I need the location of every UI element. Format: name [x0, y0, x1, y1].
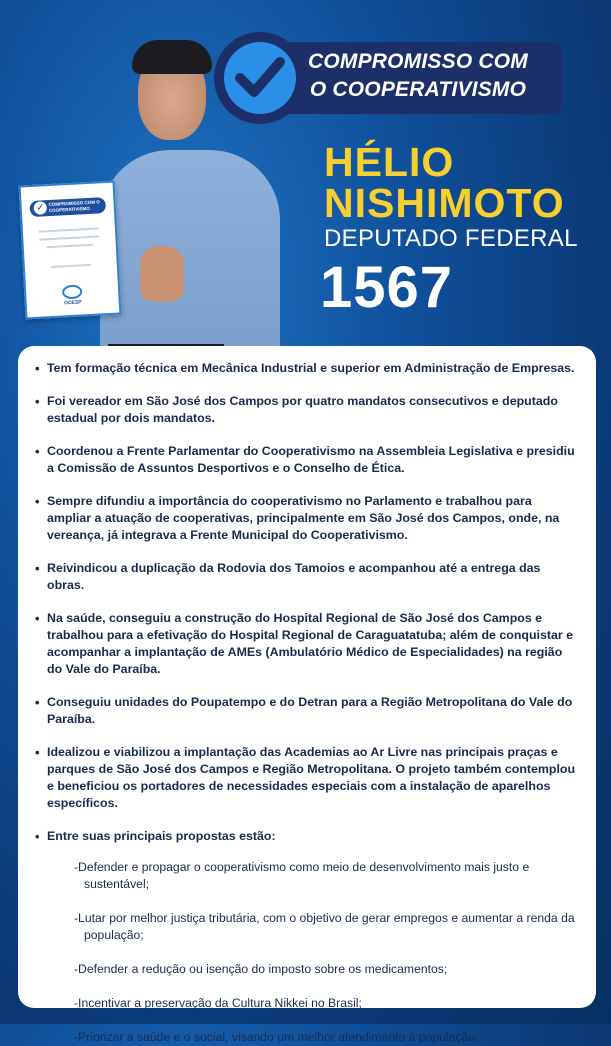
biography-card — [18, 346, 596, 1044]
badge-line-2: O COOPERATIVISMO — [309, 78, 527, 101]
candidate-number: 1567 — [320, 255, 454, 320]
certificate — [19, 181, 122, 320]
badge-text — [278, 48, 558, 104]
candidate-last-name: NISHIMOTO — [324, 180, 565, 226]
list-item: • Reivindicou a duplicação da Rodovia dos Tamoios e acompanhou até a entrega das obras. — [35, 560, 578, 594]
proposal-item: -Defender e propagar o cooperativismo como meio de desenvolvimento mais justo e sustentável; — [74, 860, 530, 891]
proposal-item: -Lutar por melhor justiça tributária, com o objetivo de gerar empregos e aumentar a renda da população; — [74, 911, 575, 942]
biography-list — [35, 360, 578, 845]
person-shirt — [100, 150, 280, 350]
proposals-heading: • Entre suas principais propostas estão: — [35, 828, 578, 845]
certificate-line — [39, 235, 99, 240]
proposal-item: -Defender a redução ou isenção do imposto sobre os medicamentos; — [74, 962, 448, 976]
list-item: • Conseguiu unidades do Poupatempo e do Detran para a Região Metropolitana do Vale do Paraíba. — [35, 694, 578, 728]
proposal-item: -Priorizar a saúde e o social, visando um melhor atendimento à população. — [74, 1030, 479, 1044]
list-item: • Coordenou a Frente Parlamentar do Cooperativismo na Assembleia Legislativa e presidiu a Comissão de Assuntos Desportivos e o Conselho de Ética. — [35, 443, 578, 477]
list-item: • Na saúde, conseguiu a construção do Hospital Regional de São José dos Campos e trabalhou para a efetivação do Hospital Regional de Caraguatatuba; além de conquistar e acompanhar a implantação de AMEs (Ambulatório Médico de Especialidades) na região do Vale do Paraíba. — [35, 610, 578, 678]
candidate-role: DEPUTADO FEDERAL — [324, 225, 578, 252]
certificate-check-icon: ✓ — [33, 201, 47, 215]
check-icon — [234, 54, 286, 100]
certificate-line — [39, 227, 99, 232]
proposal-item: -Incentivar a preservação da Cultura Nikkei no Brasil; — [74, 996, 362, 1010]
list-item: • Foi vereador em São José dos Campos por quatro mandatos consecutivos e deputado estadual por dois mandatos. — [35, 393, 578, 427]
proposals-list — [35, 859, 578, 1046]
list-item: • Sempre difundiu a importância do cooperativismo no Parlamento e trabalhou para ampliar a atuação de cooperativas, principalmente em São José dos Campos, onde, na vereança, já integrava a Frente Municipal do Cooperativismo. — [35, 493, 578, 544]
certificate-title: COMPROMISSO COM O COOPERATIVISMO — [48, 199, 100, 214]
certificate-line — [47, 244, 93, 248]
certificate-line — [51, 264, 91, 268]
badge-line-1: COMPROMISSO COM — [307, 50, 528, 73]
candidate-first-name: HÉLIO — [324, 139, 455, 185]
header — [0, 0, 611, 346]
cooperativism-badge — [198, 30, 570, 126]
certificate-logo-text: OCESP — [63, 299, 82, 307]
candidate-name — [324, 139, 565, 226]
certificate-band — [29, 197, 106, 217]
list-item: • Tem formação técnica em Mecânica Industrial e superior em Administração de Empresas. — [35, 360, 578, 377]
list-item: • Idealizou e viabilizou a implantação das Academias ao Ar Livre nas principais praças e parques de São José dos Campos e Região Metropolitana. O projeto também contemplou e beneficiou os portadores de necessidades especiais com a instalação de aparelhos específicos. — [35, 744, 578, 812]
ocesp-logo — [62, 284, 83, 299]
thumbs-up-hand — [140, 246, 184, 302]
